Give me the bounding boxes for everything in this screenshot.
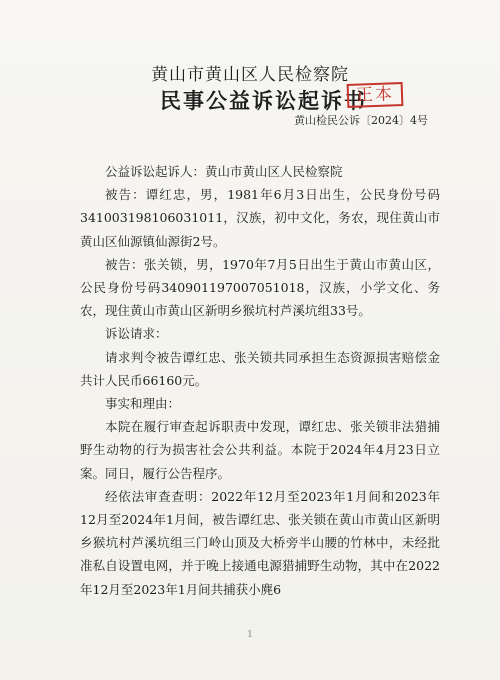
document-number: 黄山检民公诉〔2024〕4号 (294, 114, 428, 127)
defendant-1-paragraph: 被告：谭红忠，男，1981年6月3日出生，公民身份号码341003198106031011，汉族，初中文化，务农，现住黄山市黄山区仙源镇仙源街2号。 (80, 187, 440, 249)
claims-heading: 诉讼请求： (105, 326, 168, 342)
defendant-2-paragraph: 被告：张关锁，男，1970年7月5日出生于黄山市黄山区，公民身份号码340901197007051018，汉族，小学文化、务农，现住黄山市黄山区新明乡猴坑村芦溪坑组33号。 (80, 256, 440, 319)
claims-paragraph: 请求判令被告谭红忠、张关锁共同承担生态资源损害赔偿金共计人民币66160元。 (80, 349, 440, 388)
original-copy-stamp: 正本 (347, 82, 404, 108)
plaintiff-line: 公益诉讼起诉人：黄山市黄山区人民检察院 (105, 164, 343, 179)
procuratorate-name: 黄山市黄山区人民检察院 (151, 65, 349, 85)
facts-heading: 事实和理由： (105, 396, 181, 412)
document-title: 民事公益诉讼起诉书 (160, 88, 367, 113)
page-number: 1 (247, 630, 253, 640)
facts-paragraph-1: 本院在履行审查起诉职责中发现，谭红忠、张关锁非法猎捕野生动物的行为损害社会公共利益。本院于2024年4月23日立案。同日，履行公告程序。 (80, 419, 440, 481)
document-body (80, 160, 440, 601)
facts-paragraph-2: 经依法审查查明：2022年12月至2023年1月间和2023年12月至2024年1月间，被告谭红忠、张关锁在黄山市黄山区新明乡猴坑村芦溪坑组三门岭山顶及大桥旁半山腰的竹林中，未经批准私自设置电网，并于晚上接通电源猎捕野生动物，其中在2022年12月至2023年1月间共捕获小麂6 (80, 488, 440, 597)
